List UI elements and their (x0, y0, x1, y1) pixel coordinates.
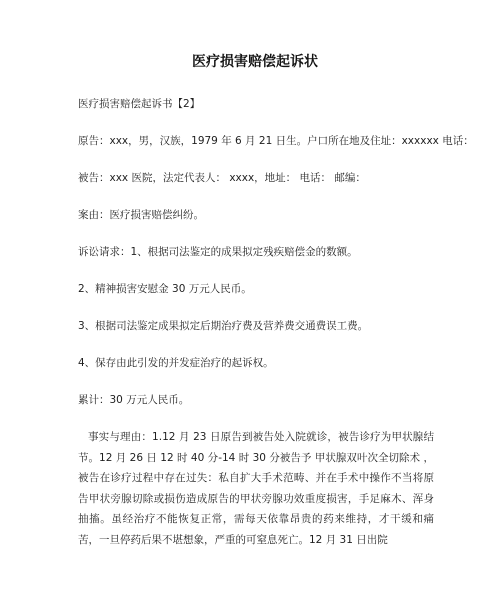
paragraph-heading: 医疗损害赔偿起诉书【2】 (78, 98, 201, 110)
paragraph-defendant: 被告：xxx 医院，法定代表人： xxxx，地址： 电话： 邮编： (78, 172, 366, 184)
paragraph-claim-2: 2、精神损害安慰金 30 万元人民币。 (78, 283, 252, 295)
paragraph-facts: 事实与理由：1.12 月 23 日原告到被告处入院就诊，被告诊疗为甲状腺结节。12 月 26 日 12 时 40 分-14 时 30 分被告予 甲状腺双叶次全切除术 ，被告在诊疗过程中存在过失：私自扩大手术范畴、并在手术中操作不当将原告甲状旁腺切除或损伤造成原告的甲状旁腺功效重度损害，手足麻木、浑身抽搐。虽经治疗不能恢复正常，需每天依靠昂贵的药来维持，才干缓和痛苦，一旦停药后果不堪想象，严重的可窒息死亡。12 月 31 日出院 (78, 431, 434, 546)
paragraph-cause: 案由：医疗损害赔偿纠纷。 (78, 209, 204, 221)
paragraph-total: 累计：30 万元人民币。 (78, 394, 190, 406)
paragraph-claim-3: 3、根据司法鉴定成果拟定后期治疗费及营养费交通费误工费。 (78, 320, 369, 332)
paragraph-claim-4: 4、保存由此引发的并发症治疗的起诉权。 (78, 357, 274, 369)
paragraph-claim-1: 诉讼请求：1、根据司法鉴定的成果拟定残疾赔偿金的数额。 (78, 246, 358, 258)
document-title: 医疗损害赔偿起诉状 (192, 54, 318, 70)
paragraph-plaintiff: 原告：xxx，男，汉族，1979 年 6 月 21 日生。户口所在地及住址：xxxxxx 电话： (78, 135, 474, 147)
